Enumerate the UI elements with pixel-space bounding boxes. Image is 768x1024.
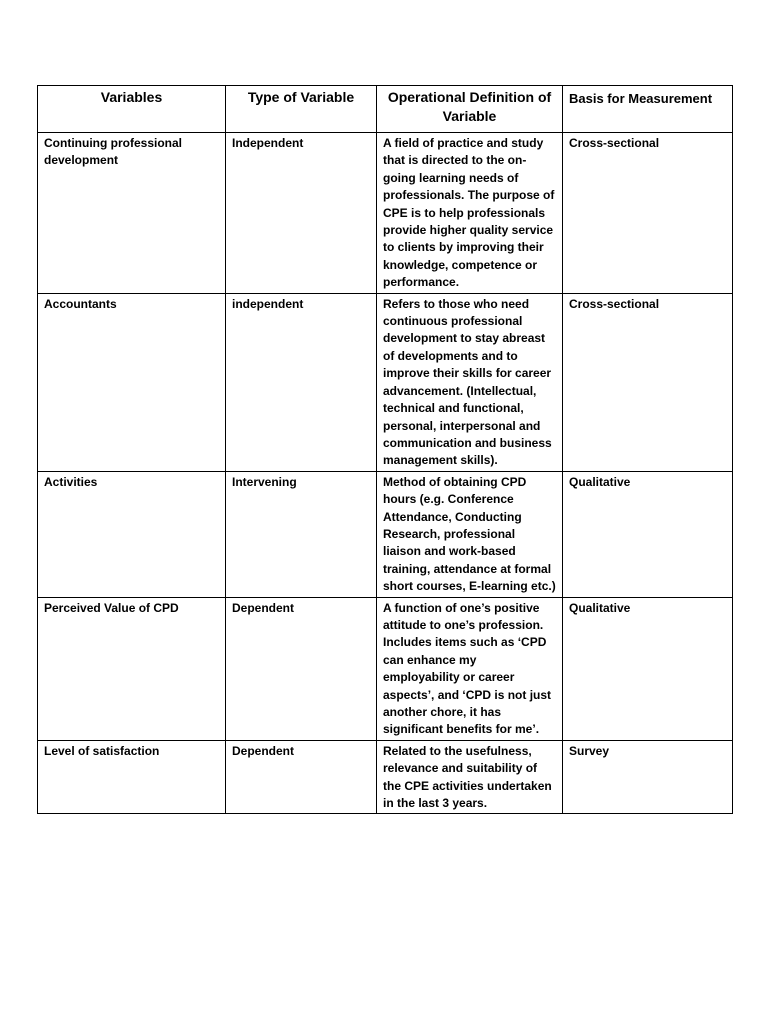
header-type-of-variable: Type of Variable	[226, 86, 377, 133]
cell-type: Dependent	[226, 597, 377, 740]
cell-basis: Qualitative	[563, 597, 733, 740]
table-row	[38, 740, 733, 814]
table-row	[38, 471, 733, 597]
cell-variable: Perceived Value of CPD	[38, 597, 226, 740]
cell-variable: Level of satisfaction	[38, 740, 226, 814]
cell-type: Dependent	[226, 740, 377, 814]
cell-basis: Cross-sectional	[563, 133, 733, 294]
cell-type: Intervening	[226, 471, 377, 597]
header-basis-for-measurement: Basis for Measurement	[563, 86, 733, 133]
cell-definition: Method of obtaining CPD hours (e.g. Conference Attendance, Conducting Research, professional liaison and work-based training, attendance at formal short courses, E-learning etc.)	[377, 471, 563, 597]
cell-basis: Cross-sectional	[563, 293, 733, 471]
cell-basis: Qualitative	[563, 471, 733, 597]
header-row	[38, 86, 733, 133]
cell-definition: Related to the usefulness, relevance and suitability of the CPE activities undertaken in the last 3 years.	[377, 740, 563, 814]
table-row	[38, 133, 733, 294]
table-row	[38, 293, 733, 471]
cell-variable: Continuing professional development	[38, 133, 226, 294]
cell-definition: Refers to those who need continuous professional development to stay abreast of developments and to improve their skills for career advancement. (Intellectual, technical and functional, personal, interpersonal and communication and business management skills).	[377, 293, 563, 471]
cell-type: Independent	[226, 133, 377, 294]
cell-definition: A field of practice and study that is directed to the on-going learning needs of professionals. The purpose of CPE is to help professionals provide higher quality service to clients by improving their knowledge, competence or performance.	[377, 133, 563, 294]
cell-variable: Accountants	[38, 293, 226, 471]
cell-type: independent	[226, 293, 377, 471]
header-variables: Variables	[38, 86, 226, 133]
table-header	[38, 86, 733, 133]
cell-definition: A function of one’s positive attitude to one’s profession. Includes items such as ‘CPD can enhance my employability or career aspects’, and ‘CPD is not just another chore, it has significant benefits for me’.	[377, 597, 563, 740]
cell-variable: Activities	[38, 471, 226, 597]
table-body	[38, 133, 733, 814]
cell-basis: Survey	[563, 740, 733, 814]
variables-table	[37, 85, 733, 814]
table-row	[38, 597, 733, 740]
header-operational-definition: Operational Definition of Variable	[377, 86, 563, 133]
